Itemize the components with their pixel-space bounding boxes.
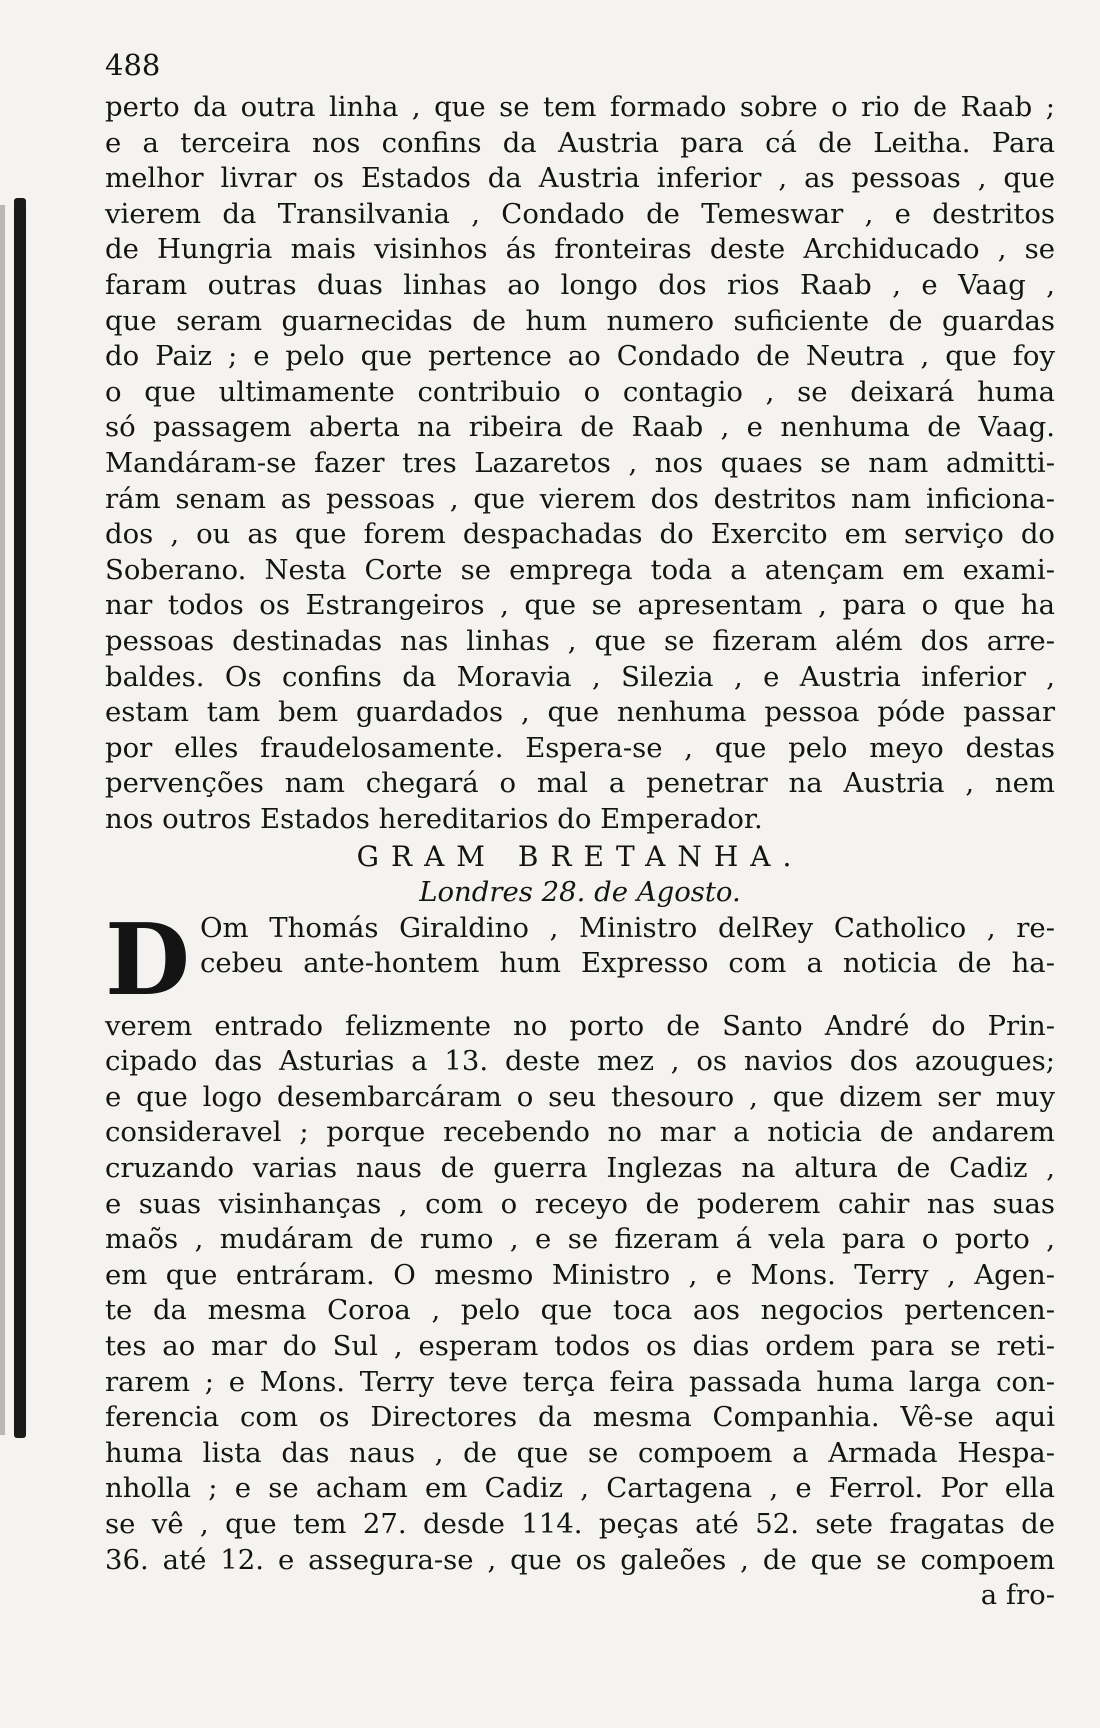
text-line: de Hungria mais visinhos ás fronteiras deste Archiducado , se (105, 233, 1055, 266)
text-line: o que ultimamente contribuio o contagio , se deixará huma (105, 375, 1055, 408)
text-line: e a terceira nos confins da Austria para cá de Leitha. Para (105, 126, 1055, 159)
text-line: estam tam bem guardados , que nenhuma pessoa póde passar (105, 696, 1055, 729)
text-line: só passagem aberta na ribeira de Raab , e nenhuma de Vaag. (105, 411, 1055, 444)
text-line: vierem da Transilvania , Condado de Temeswar , e destritos (105, 197, 1055, 230)
text-line: te da mesma Coroa , pelo que toca aos negocios pertencen- (105, 1294, 1055, 1327)
text-line: rarem ; e Mons. Terry teve terça feira passada huma larga con- (105, 1365, 1055, 1398)
text-line: rám senam as pessoas , que vierem dos destritos nam inficiona- (105, 482, 1055, 515)
text-line: baldes. Os confins da Moravia , Silezia , e Austria inferior , (105, 660, 1055, 693)
text-line: em que entráram. O mesmo Ministro , e Mons. Terry , Agen- (105, 1258, 1055, 1291)
text-line: cebeu ante-hontem hum Expresso com a noticia de ha- (199, 947, 1055, 980)
document-page (105, 48, 1055, 1614)
text-line: do Paiz ; e pelo que pertence ao Condado de Neutra , que foy (105, 340, 1055, 373)
text-line: 36. até 12. e assegura-se , que os galeões , de que se compoem (105, 1543, 1055, 1576)
text-line: melhor livrar os Estados da Austria inferior , as pessoas , que (105, 162, 1055, 195)
text-line: verem entrado felizmente no porto de Santo André do Prin- (105, 1009, 1055, 1042)
drop-cap: D (105, 902, 190, 1018)
text-line: cipado das Asturias a 13. deste mez , os navios dos azougues; (105, 1045, 1055, 1078)
text-line: Soberano. Nesta Corte se emprega toda a atençam em exami- (105, 553, 1055, 586)
text-line: faram outras duas linhas ao longo dos rios Raab , e Vaag , (105, 268, 1055, 301)
catchword: a fro- (980, 1579, 1055, 1612)
page-number: 488 (105, 48, 161, 82)
paragraph-london (105, 902, 1055, 1579)
text-line: se vê , que tem 27. desde 114. peças até 52. sete fragatas de (105, 1507, 1055, 1540)
text-line: ferencia com os Directores da mesma Companhia. Vê-se aqui (105, 1401, 1055, 1434)
text-line: e suas visinhanças , com o receyo de poderem cahir nas suas (105, 1187, 1055, 1220)
text-line: tes ao mar do Sul , esperam todos os dias ordem para se reti- (105, 1330, 1055, 1362)
page-binding-edge (14, 198, 26, 1438)
page-edge-shadow (0, 205, 5, 1435)
text-line: nholla ; e se acham em Cadiz , Cartagena , e Ferrol. Por ella (105, 1472, 1055, 1505)
paragraph-austria (105, 90, 1055, 837)
text-line: pessoas destinadas nas linhas , que se fizeram além dos arre- (105, 624, 1055, 657)
text-line: e que logo desembarcáram o seu thesouro , que dizem ser muy (105, 1080, 1055, 1113)
section-heading: GRAM BRETANHA. (356, 840, 804, 874)
text-line: huma lista das naus , de que se compoem a Armada Hespa- (105, 1436, 1055, 1469)
dateline: Londres 28. de Agosto. (419, 876, 741, 909)
text-line: Mandáram-se fazer tres Lazaretos , nos quaes se nam admitti- (105, 446, 1055, 479)
text-line: dos , ou as que forem despachadas do Exercito em serviço do (105, 518, 1055, 551)
text-line: por elles fraudelosamente. Espera-se , que pelo meyo destas (105, 731, 1055, 764)
text-line: consideravel ; porque recebendo no mar a noticia de andarem (105, 1116, 1055, 1149)
text-line: maõs , mudáram de rumo , e se fizeram á vela para o porto , (105, 1223, 1055, 1256)
text-line: pervenções nam chegará o mal a penetrar na Austria , nem (105, 767, 1055, 800)
text-line: nar todos os Estrangeiros , que se apresentam , para o que ha (105, 589, 1055, 622)
text-line: que seram guarnecidas de hum numero suficiente de guardas (105, 304, 1055, 337)
text-line: perto da outra linha , que se tem formado sobre o rio de Raab ; (105, 91, 1055, 123)
text-line: nos outros Estados hereditarios do Emperador. (105, 802, 763, 835)
text-line: cruzando varias naus de guerra Inglezas na altura de Cadiz , (105, 1152, 1055, 1185)
text-line: Om Thomás Giraldino , Ministro delRey Catholico , re- (199, 911, 1055, 944)
